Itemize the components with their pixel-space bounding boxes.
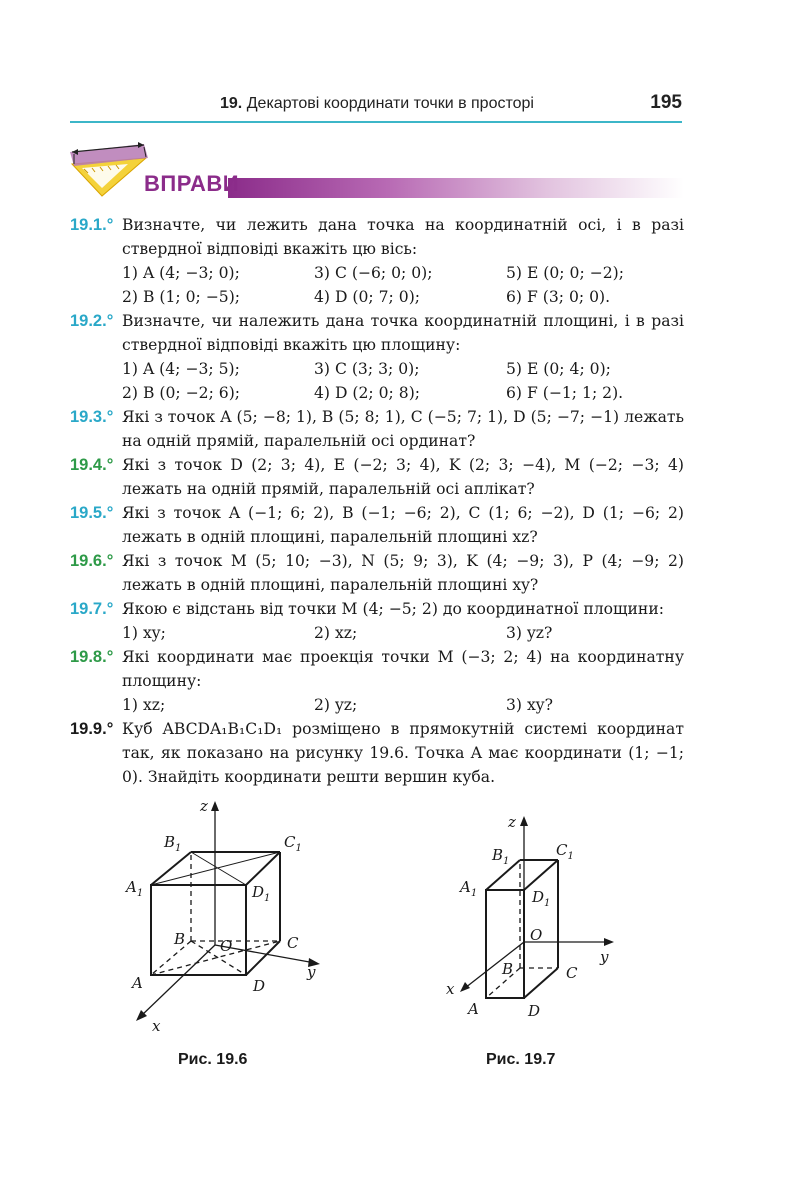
option: 6) F (3; 0; 0). (506, 288, 611, 306)
banner-gradient-bar (228, 178, 684, 198)
exercise-19-7 (70, 597, 684, 645)
option: 3) C (−6; 0; 0); (314, 264, 433, 282)
exercise-options (122, 261, 684, 309)
exercise-19-3 (70, 405, 684, 453)
exercise-text: Які з точок A (5; −8; 1), B (5; 8; 1), C (−5; 7; 1), D (5; −7; −1) лежать на одній прямій, паралельній осі ординат? (122, 408, 684, 450)
figure-19-7 (440, 810, 630, 1068)
exercise-text: Які координати має проекція точки M (−3; 2; 4) на координатну площину: (122, 648, 684, 690)
vertex-a1-label: $A_1$ (460, 878, 478, 899)
exercise-options (122, 357, 684, 405)
exercise-text: Які з точок A (−1; 6; 2), B (−1; −6; 2), C (1; 6; −2), D (1; −6; 2) лежать в одній площині, паралельній площині xz? (122, 504, 684, 546)
option: 1) A (4; −3; 0); (122, 264, 240, 282)
exercise-number: 19.3.° (70, 408, 114, 426)
option: 1) xy; (122, 624, 166, 642)
vertex-d-label: D (253, 977, 266, 995)
exercise-number: 19.2.° (70, 312, 114, 330)
chapter-title-text: Декартові координати точки в просторі (246, 95, 534, 112)
option: 1) xz; (122, 696, 166, 714)
header-rule (70, 121, 682, 123)
exercise-options (122, 693, 684, 717)
exercise-text: Які з точок D (2; 3; 4), E (−2; 3; 4), K (2; 3; −4), M (−2; −3; 4) лежать на одній прямій, паралельній осі аплікат? (122, 456, 684, 498)
page-number: 195 (650, 92, 682, 113)
exercise-number: 19.8.° (70, 648, 114, 666)
axis-x-label: x (446, 980, 455, 998)
axis-y-label: y (600, 948, 609, 966)
chapter-number: 19. (220, 95, 243, 112)
option: 2) yz; (314, 696, 358, 714)
exercise-number: 19.7.° (70, 600, 114, 618)
option: 6) F (−1; 1; 2). (506, 384, 624, 402)
vertex-d-label: D (528, 1002, 541, 1020)
chapter-title (220, 95, 534, 113)
origin-label: O (220, 937, 233, 955)
vertex-c-label: C (566, 964, 578, 982)
vertex-b-label: B (174, 930, 186, 948)
exercise-list (70, 213, 684, 789)
exercise-19-4 (70, 453, 684, 501)
vertex-a-label: A (468, 1000, 479, 1018)
option: 3) yz? (506, 624, 553, 642)
ruler-triangle-icon (68, 138, 152, 202)
vertex-c-label: C (287, 934, 299, 952)
exercise-number: 19.1.° (70, 216, 114, 234)
figure-caption: Рис. 19.7 (486, 1051, 556, 1068)
axis-y-label: y (307, 963, 316, 981)
cube-diagram (120, 795, 350, 1040)
exercise-number: 19.6.° (70, 552, 114, 570)
figure-19-6 (120, 795, 350, 1068)
exercise-text: Якою є відстань від точки M (4; −5; 2) до координатної площини: (122, 600, 664, 618)
axis-x-label: x (152, 1017, 161, 1035)
option: 2) B (1; 0; −5); (122, 288, 241, 306)
exercise-text: Які з точок M (5; 10; −3), N (5; 9; 3), K (4; −9; 3), P (4; −9; 2) лежать в одній площині, паралельній площині xy? (122, 552, 684, 594)
section-title: ВПРАВИ (144, 171, 240, 196)
vertex-d1-label: $D_1$ (532, 888, 551, 909)
exercise-19-2 (70, 309, 684, 405)
vertex-b1-label: $B_1$ (164, 833, 182, 854)
origin-label: O (530, 926, 543, 944)
figure-caption: Рис. 19.6 (178, 1051, 248, 1068)
axis-z-label: z (508, 813, 516, 831)
option: 2) B (0; −2; 6); (122, 384, 241, 402)
exercises-banner (68, 138, 684, 202)
page-header (70, 92, 682, 122)
option: 5) E (0; 4; 0); (506, 360, 611, 378)
vertex-a-label: A (132, 974, 143, 992)
vertex-c1-label: $C_1$ (556, 841, 574, 862)
vertex-b-label: B (502, 960, 514, 978)
prism-diagram (440, 810, 630, 1035)
exercise-text: Куб ABCDA₁B₁C₁D₁ розміщено в прямокутній системі координат так, як показано на рисунку 19.6. Точка A має координати (1; −1; 0). Знайдіть координати решти вершин куба. (122, 720, 684, 786)
vertex-b1-label: $B_1$ (492, 846, 510, 867)
exercise-19-6 (70, 549, 684, 597)
exercise-19-5 (70, 501, 684, 549)
option: 4) D (0; 7; 0); (314, 288, 421, 306)
exercise-19-1 (70, 213, 684, 309)
option: 5) E (0; 0; −2); (506, 264, 624, 282)
option: 4) D (2; 0; 8); (314, 384, 421, 402)
vertex-c1-label: $C_1$ (284, 833, 302, 854)
exercise-number: 19.5.° (70, 504, 114, 522)
exercise-19-9 (70, 717, 684, 789)
exercise-options (122, 621, 684, 645)
option: 3) C (3; 3; 0); (314, 360, 420, 378)
option: 1) A (4; −3; 5); (122, 360, 240, 378)
exercise-text: Визначте, чи належить дана точка координатній площині, і в разі ствердної відповіді вкажіть цю площину: (122, 312, 684, 354)
vertex-a1-label: $A_1$ (126, 878, 144, 899)
exercise-number: 19.9.° (70, 720, 114, 738)
exercise-19-8 (70, 645, 684, 717)
vertex-d1-label: $D_1$ (252, 883, 271, 904)
option: 3) xy? (506, 696, 553, 714)
option: 2) xz; (314, 624, 358, 642)
exercise-number: 19.4.° (70, 456, 114, 474)
axis-z-label: z (200, 797, 208, 815)
exercise-text: Визначте, чи лежить дана точка на координатній осі, і в разі ствердної відповіді вкажіть цю вісь: (122, 216, 684, 258)
